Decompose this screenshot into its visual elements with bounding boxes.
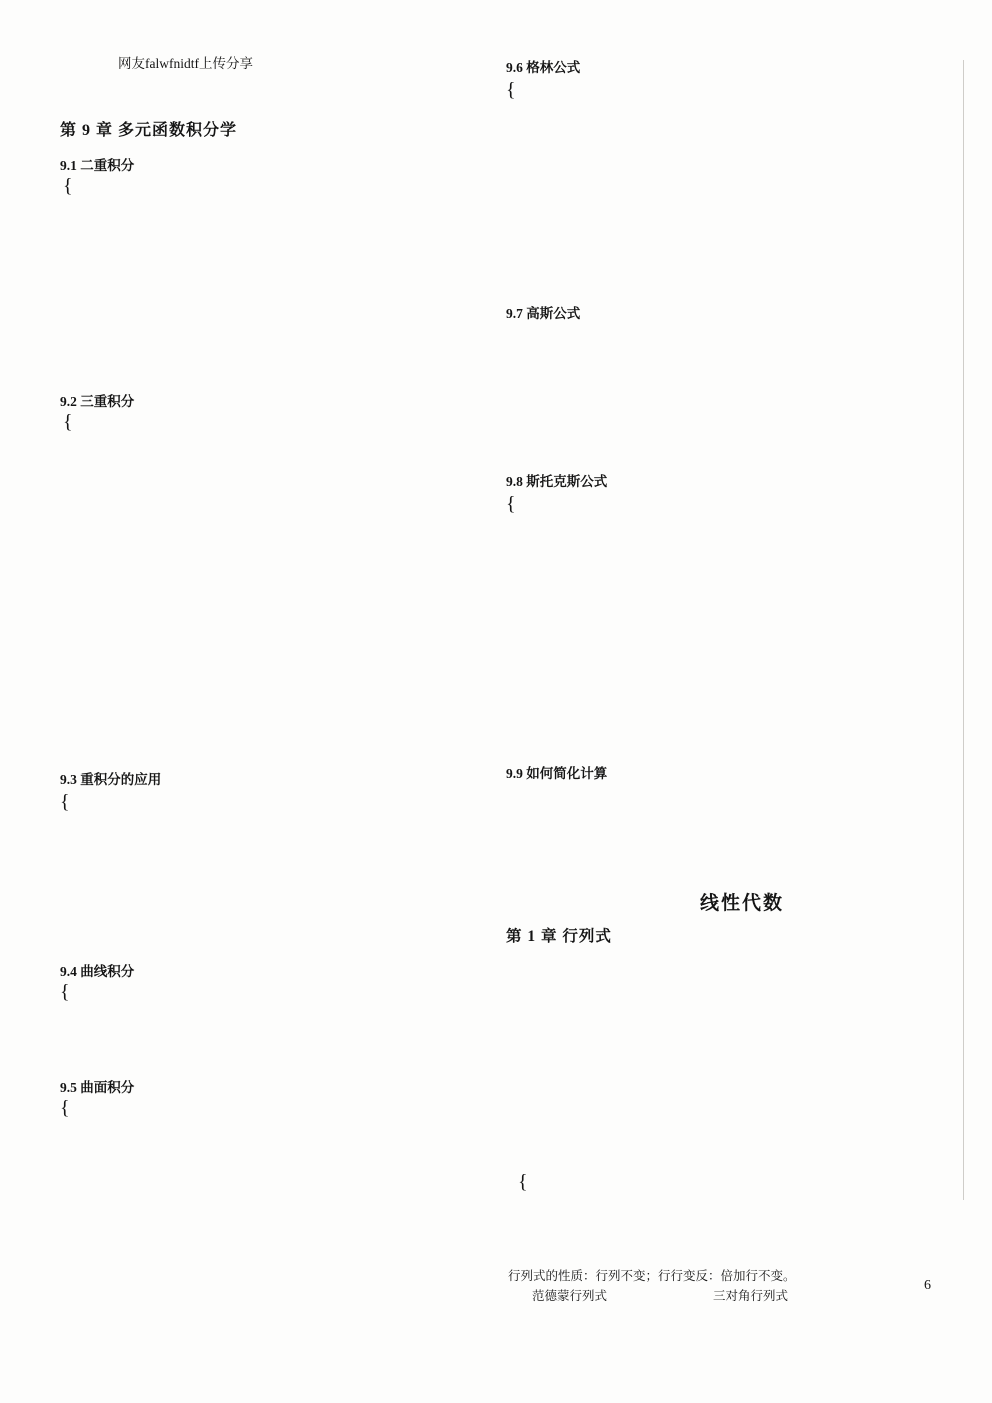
chapter-1-title: 第 1 章 行列式: [506, 928, 612, 945]
section-9-3-heading: 9.3 重积分的应用: [60, 772, 162, 787]
brace-group: [518, 1172, 531, 1192]
section-9-6-block: [506, 80, 980, 100]
section-9-5-heading: 9.5 曲面积分: [60, 1080, 135, 1095]
section-9-2-block: [60, 412, 512, 432]
brace-group: [506, 80, 980, 100]
brace-group: [63, 176, 76, 196]
chapter-9-title: 第 9 章 多元函数积分学: [60, 122, 238, 139]
section-9-1-heading: 9.1 二重积分: [60, 158, 135, 173]
page-number: 6: [924, 1278, 931, 1293]
section-9-4-heading: 9.4 曲线积分: [60, 964, 135, 979]
vandermonde-label: 范德蒙行列式: [532, 1289, 608, 1303]
brace-group: [60, 792, 512, 812]
tridiagonal-label: 三对角行列式: [713, 1289, 789, 1303]
section-9-3-block: [60, 792, 512, 812]
laplace-expansion-block: [516, 1172, 531, 1192]
brace-group: [63, 412, 76, 432]
section-9-2-heading: 9.2 三重积分: [60, 394, 135, 409]
determinant-footnotes: [508, 1286, 968, 1304]
left-brace: {: [60, 981, 70, 1003]
section-9-8-block: [506, 494, 984, 514]
left-brace: {: [63, 175, 73, 197]
section-9-1-block: [60, 176, 508, 196]
left-brace: {: [63, 411, 73, 433]
linear-algebra-title: 线性代数: [699, 893, 784, 914]
scan-edge-artifact: [963, 60, 964, 1200]
section-9-9-heading: 9.9 如何简化计算: [506, 766, 608, 781]
section-9-8-heading: 9.8 斯托克斯公式: [506, 474, 608, 489]
left-brace: {: [60, 1097, 70, 1119]
section-9-6-heading: 9.6 格林公式: [506, 60, 581, 75]
section-9-5-block: [60, 1098, 512, 1118]
brace-group: [60, 1098, 512, 1118]
left-brace: {: [60, 791, 70, 813]
brace-group: [60, 982, 512, 1002]
watermark-text: 网友falwfnidtf上传分享: [118, 56, 253, 71]
left-brace: {: [506, 493, 516, 515]
left-brace: {: [518, 1171, 528, 1193]
left-brace: {: [506, 79, 516, 101]
determinant-properties: 行列式的性质：行列不变；行行变反：倍加行不变。: [508, 1269, 796, 1283]
brace-group: [506, 494, 984, 514]
section-9-7-heading: 9.7 高斯公式: [506, 306, 581, 321]
section-9-4-block: [60, 982, 512, 1002]
